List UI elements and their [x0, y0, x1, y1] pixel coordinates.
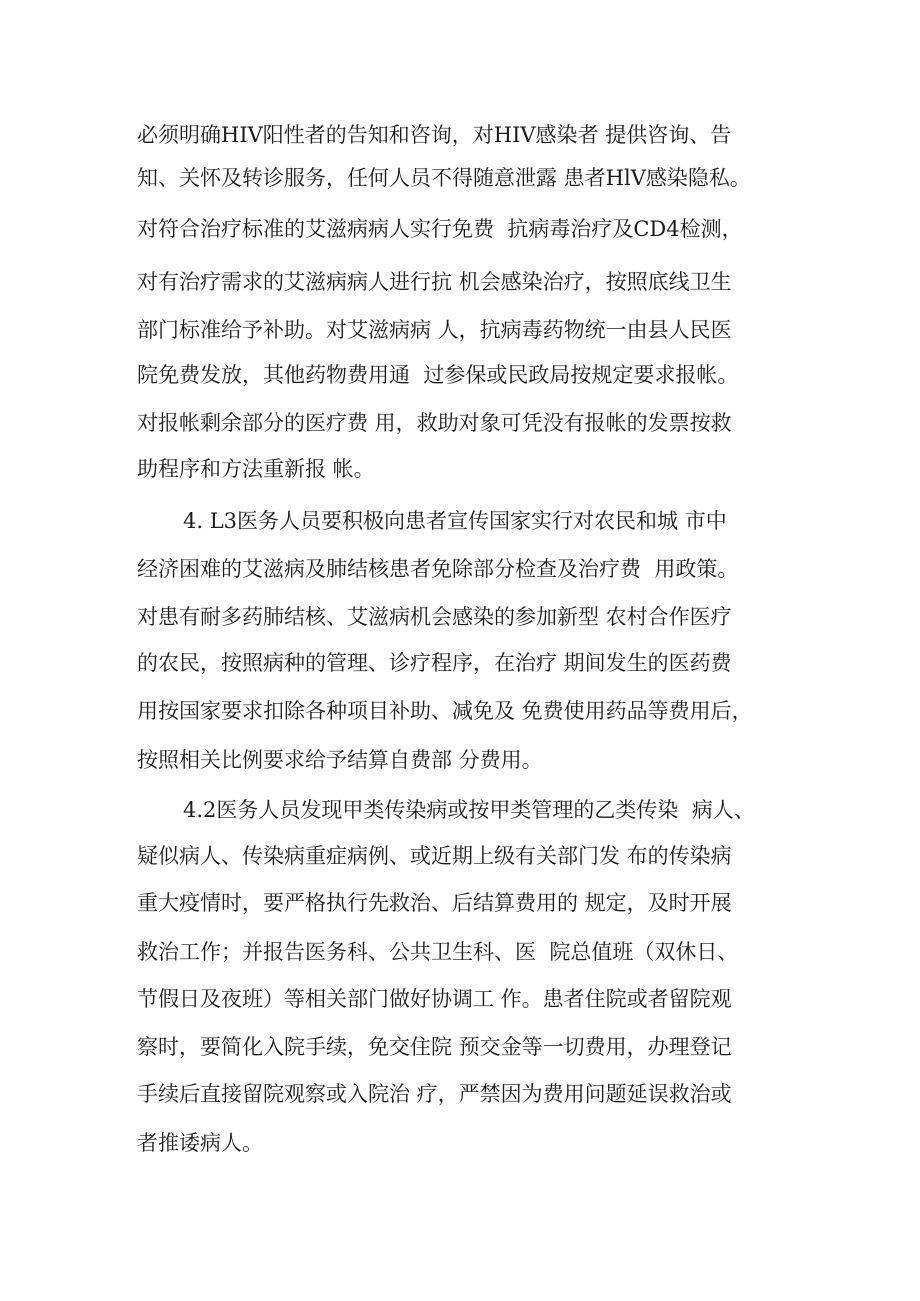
text-line: 疑似病人、传染病重症病例、或近期上级有关部门发 布的传染病 — [137, 844, 732, 868]
text-line: 节假日及夜班）等相关部门做好协调工 作。患者住院或者留院观 — [137, 987, 732, 1011]
text-line: 救治工作；并报告医务科、公共卫生科、医 院总值班（双休日、 — [137, 940, 739, 964]
text-line: 的农民，按照病种的管理、诊疗程序，在治疗 期间发生的医药费 — [137, 651, 732, 675]
text-line: 助程序和方法重新报 帐。 — [137, 457, 375, 481]
text-line: 手续后直接留院观察或入院治 疗，严禁因为费用问题延误救治或 — [137, 1082, 732, 1106]
text-line: 部门标准给予补助。对艾滋病病 人，抗病毒药物统一由县人民医 — [137, 318, 732, 342]
text-line: 者推诿病人。 — [137, 1131, 263, 1155]
text-line: 按照相关比例要求给予结算自费部 分费用。 — [137, 748, 543, 772]
paragraph-heading-line: 4. L3医务人员要积极向患者宣传国家实行对农民和城 市中 — [183, 509, 727, 533]
text-line: 对符合治疗标准的艾滋病病人实行免费 抗病毒治疗及CD4检测， — [137, 217, 743, 241]
text-line: 对报帐剩余部分的医疗费 用，救助对象可凭没有报帐的发票按救 — [137, 411, 732, 435]
text-line: 对患有耐多药肺结核、艾滋病机会感染的参加新型 农村合作医疗 — [137, 605, 732, 629]
text-line: 用按国家要求扣除各种项目补助、减免及 免费使用药品等费用后， — [137, 699, 753, 723]
text-line: 经济困难的艾滋病及肺结核患者免除部分检查及治疗费 用政策。 — [137, 557, 739, 581]
text-line: 院免费发放，其他药物费用通 过参保或民政局按规定要求报帐。 — [137, 363, 739, 387]
paragraph-heading-line: 4.2医务人员发现甲类传染病或按甲类管理的乙类传染 病人、 — [183, 798, 755, 822]
text-line: 知、关怀及转诊服务，任何人员不得随意泄露 患者HlV感染隐私。 — [137, 166, 751, 190]
text-line: 察时，要简化入院手续，免交住院 预交金等一切费用，办理登记 — [137, 1035, 732, 1059]
text-line: 必须明确HIV阳性者的告知和咨询，对HIV感染者 提供咨询、告 — [137, 123, 732, 147]
text-line: 对有治疗需求的艾滋病病人进行抗 机会感染治疗，按照底线卫生 — [137, 270, 732, 294]
text-line: 重大疫情时，要严格执行先救治、后结算费用的 规定，及时开展 — [137, 891, 732, 915]
